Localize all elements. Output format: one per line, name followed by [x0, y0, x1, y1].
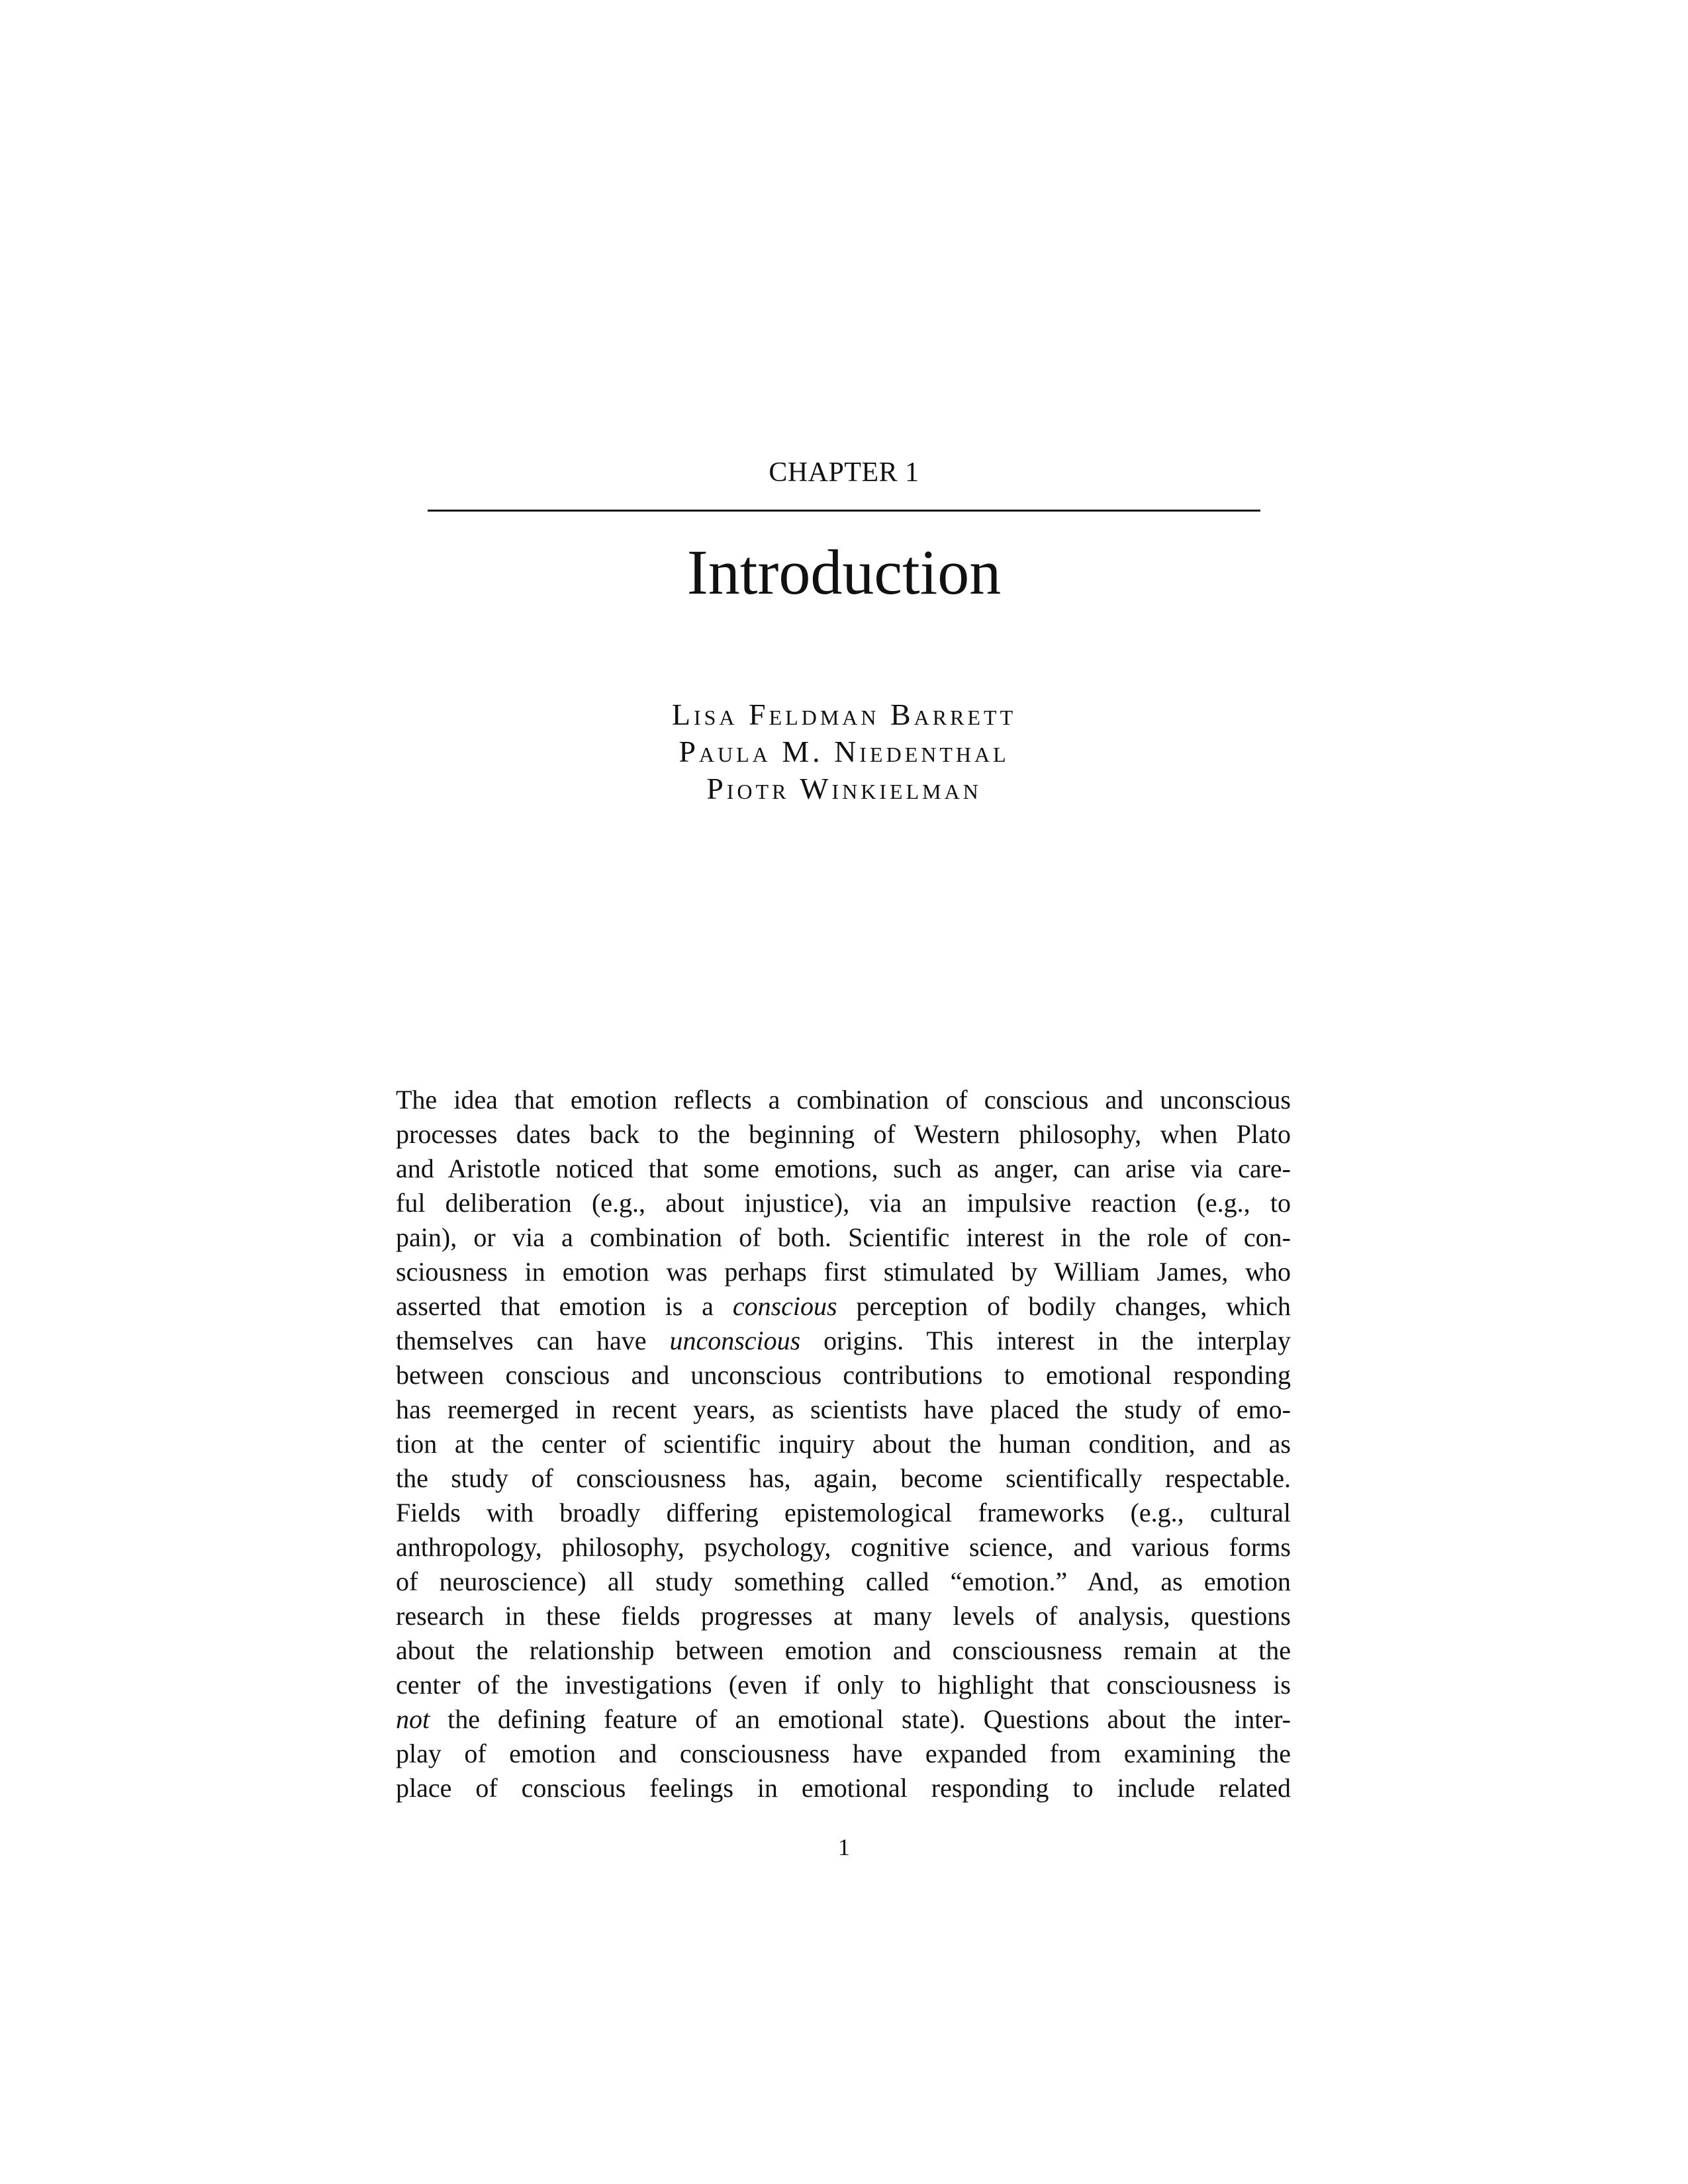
body-paragraph: [396, 1083, 1291, 1805]
chapter-rule: [428, 510, 1260, 512]
body-line: themselves can have unconscious origins. This interest in the interplay: [396, 1326, 1291, 1355]
emphasis-text: not: [396, 1704, 430, 1734]
body-line: The idea that emotion reflects a combination of conscious and unconscious: [396, 1085, 1291, 1115]
body-line: anthropology, philosophy, psychology, cognitive science, and various forms: [396, 1532, 1291, 1562]
body-line: sciousness in emotion was perhaps first stimulated by William James, who: [396, 1257, 1291, 1287]
body-line: Fields with broadly differing epistemological frameworks (e.g., cultural: [396, 1498, 1291, 1527]
body-line: center of the investigations (even if only to highlight that consciousness is: [396, 1670, 1291, 1700]
author-name: Piotr Winkielman: [706, 772, 982, 805]
body-line: place of conscious feelings in emotional responding to include related: [396, 1773, 1291, 1803]
body-line: not the defining feature of an emotional state). Questions about the inter-: [396, 1704, 1291, 1734]
chapter-label: CHAPTER 1: [769, 457, 919, 488]
body-line: pain), or via a combination of both. Scientific interest in the role of con-: [396, 1222, 1291, 1252]
page-number: 1: [838, 1834, 850, 1860]
body-line: research in these fields progresses at many levels of analysis, questions: [396, 1601, 1291, 1631]
body-line: processes dates back to the beginning of Western philosophy, when Plato: [396, 1119, 1291, 1149]
chapter-title: Introduction: [686, 537, 1002, 608]
body-line: the study of consciousness has, again, become scientifically respectable.: [396, 1463, 1291, 1493]
author-name: Lisa Feldman Barrett: [671, 698, 1017, 731]
body-line: and Aristotle noticed that some emotions, such as anger, can arise via care-: [396, 1154, 1291, 1183]
emphasis-text: conscious: [732, 1291, 837, 1321]
emphasis-text: unconscious: [669, 1326, 801, 1355]
author-list: [428, 696, 1260, 807]
body-line: ful deliberation (e.g., about injustice), via an impulsive reaction (e.g., to: [396, 1188, 1291, 1218]
body-line: has reemerged in recent years, as scientists have placed the study of emo-: [396, 1394, 1291, 1424]
author-name: Paula M. Niedenthal: [679, 735, 1009, 768]
body-line: tion at the center of scientific inquiry about the human condition, and as: [396, 1429, 1291, 1459]
body-line: about the relationship between emotion and consciousness remain at the: [396, 1635, 1291, 1665]
body-line: asserted that emotion is a conscious perception of bodily changes, which: [396, 1291, 1291, 1321]
body-line: play of emotion and consciousness have expanded from examining the: [396, 1739, 1291, 1768]
body-line: of neuroscience) all study something called “emotion.” And, as emotion: [396, 1567, 1291, 1596]
body-line: between conscious and unconscious contributions to emotional responding: [396, 1360, 1291, 1390]
